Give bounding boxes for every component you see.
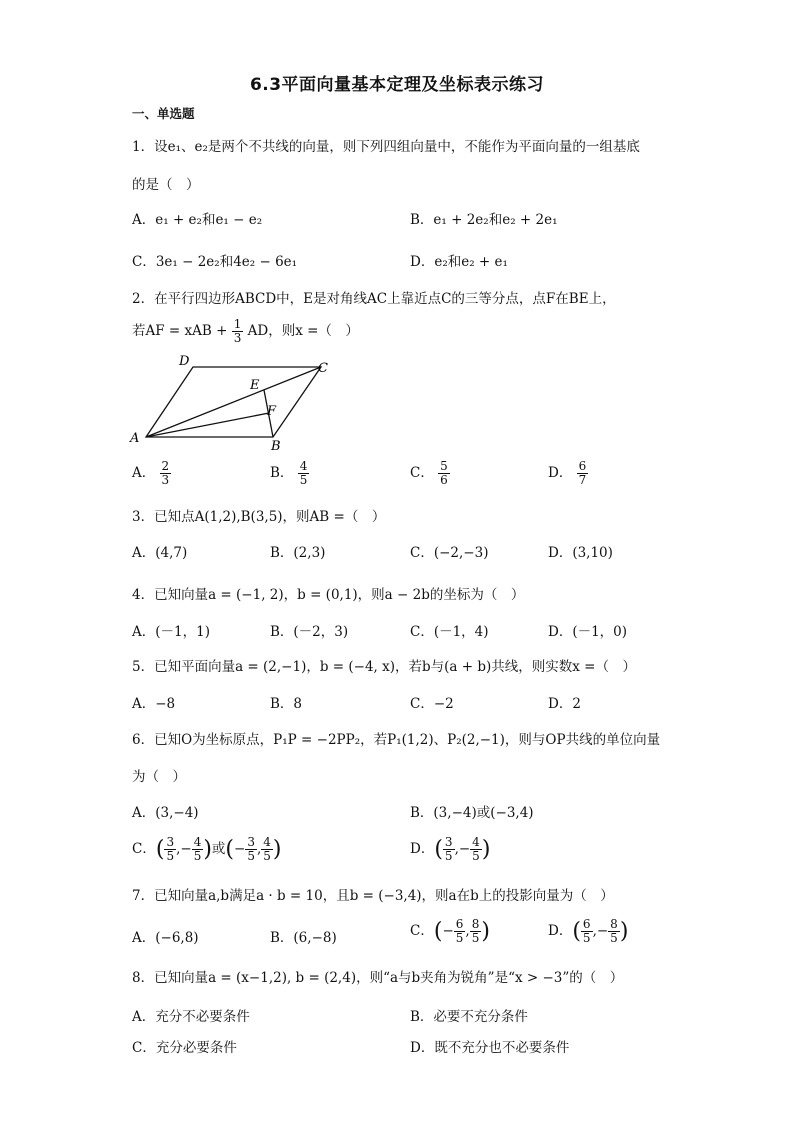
q2-option-a-label: A．: [132, 465, 156, 481]
q8-option-c: C．充分必要条件: [132, 1040, 237, 1056]
q5-stem: 5．已知平面向量a = (2,−1)，b = (−4, x)，若b与(a + b)共线，则实数x =（ ）: [132, 659, 636, 675]
q2-d-den: 7: [578, 473, 587, 487]
q7-option-c: [410, 918, 490, 945]
q2-a-den: 3: [161, 473, 170, 487]
q6-option-d-label: D．: [410, 841, 435, 857]
q2-option-b-label: B．: [270, 465, 294, 481]
q3-option-c: C．(−2,−3): [410, 545, 489, 561]
q6-stem-line2: 为（ ）: [132, 769, 186, 785]
q6-d-d2: 5: [472, 849, 480, 863]
q7-d-d2: 5: [610, 931, 618, 945]
q2-b-den: 5: [299, 473, 308, 487]
q6-c2-d1: 5: [247, 849, 255, 863]
q3-option-d: D．(3,10): [548, 545, 613, 561]
q6-c2-frac1: [245, 836, 257, 863]
q6-c2-frac2: [261, 836, 273, 863]
q1-stem-line1: 1．设e₁、e₂是两个不共线的向量，则下列四组向量中，不能作为平面向量的一组基底: [132, 139, 640, 155]
q7-stem: 7．已知向量a,b满足a · b = 10，且b = (−3,4)，则a在b上的投影向量为（ ）: [132, 888, 614, 904]
paren-close: ): [481, 837, 491, 862]
q2-stem-fraction: [232, 318, 244, 345]
q2-c-den: 6: [440, 473, 448, 487]
q6-option-c: [132, 836, 282, 863]
q8-option-b: B．必要不充分条件: [410, 1009, 528, 1025]
q6-c1-frac1: [164, 836, 176, 863]
q2-a-num: 2: [161, 459, 170, 473]
q2-b-num: 4: [299, 459, 308, 473]
q7-d-frac2: [608, 918, 620, 945]
label-d: D: [179, 354, 190, 369]
q6-c1-d2: 5: [193, 849, 202, 863]
section-heading: 一、单选题: [132, 106, 195, 121]
q2-option-b: [270, 460, 309, 487]
q6-d-frac2: [470, 836, 482, 863]
q5-option-d: D．2: [548, 696, 581, 712]
q7-d-n1: 6: [582, 917, 591, 931]
q6-d-sep: ,−: [454, 841, 471, 857]
q7-option-d: [548, 918, 628, 945]
q2-option-a-fraction: [160, 460, 172, 487]
q2-option-c: [410, 460, 450, 487]
q1-option-b: B．e₁ + 2e₂和e₂ + 2e₁: [410, 212, 558, 228]
q7-c-n1: 6: [455, 917, 464, 931]
paren-close: ): [272, 837, 282, 862]
q7-option-a: A．(−6,8): [132, 930, 199, 946]
q6-option-d: [410, 836, 490, 863]
page-title: 6.3平面向量基本定理及坐标表示练习: [249, 75, 545, 95]
q8-stem: 8．已知向量a = (x−1,2), b = (2,4)，则“a与b夹角为锐角”是“x > −3”的（ ）: [132, 970, 624, 986]
q2-option-a: [132, 460, 171, 487]
q5-option-c: C．−2: [410, 696, 454, 712]
q7-c-sep: ,: [465, 923, 470, 939]
q7-c-frac1: [454, 918, 466, 945]
q8-option-a: A．充分不必要条件: [132, 1009, 250, 1025]
q2-option-d-label: D．: [548, 465, 573, 481]
q6-option-a: A．(3,−4): [132, 805, 199, 821]
q2-stem-pre: 若AF = xAB +: [132, 323, 232, 339]
paren-close: ): [203, 837, 212, 862]
paren-open: (: [225, 837, 235, 862]
q7-c-pre: −: [442, 923, 454, 939]
q4-option-b: B．(－2，3): [270, 624, 349, 640]
q7-option-d-label: D．: [548, 923, 573, 939]
q2-option-d: [548, 460, 588, 487]
q7-option-b: B．(6,−8): [270, 930, 337, 946]
q5-option-b: B．8: [270, 696, 303, 712]
q6-c2-sep: ,: [256, 841, 262, 857]
q7-d-d1: 5: [582, 931, 591, 945]
q6-c1-frac2: [192, 836, 204, 863]
q2-frac-num: 1: [233, 317, 242, 331]
q6-d-frac1: [443, 836, 455, 863]
q4-option-c: C．(－1，4): [410, 624, 489, 640]
q2-option-c-label: C．: [410, 465, 434, 481]
label-c: C: [318, 361, 328, 376]
q8-option-d: D．既不充分也不必要条件: [410, 1040, 570, 1056]
diagonal-ac: [146, 367, 321, 437]
q6-stem-line1: 6．已知O为坐标原点，P₁P = −2PP₂，若P₁(1,2)、P₂(2,−1)，则与OP共线的单位向量: [132, 732, 661, 748]
paren-open: (: [434, 837, 443, 862]
q6-c1-sep: ,−: [176, 841, 192, 857]
paren-open: (: [155, 837, 165, 862]
paren-open: (: [572, 919, 581, 944]
q3-option-a: A．(4,7): [132, 545, 188, 561]
paren-open: (: [433, 919, 443, 944]
q6-d-n1: 3: [444, 835, 453, 849]
q6-c1-n1: 3: [166, 835, 175, 849]
q6-d-n2: 4: [472, 835, 480, 849]
q2-option-c-fraction: [438, 460, 450, 487]
parallelogram-figure: [128, 350, 338, 455]
q1-stem-line2: 的是（ ）: [132, 177, 200, 193]
label-a: A: [130, 431, 140, 446]
q5-option-a: A．−8: [132, 696, 176, 712]
q2-frac-den: 3: [233, 331, 242, 345]
q3-stem: 3．已知点A(1,2),B(3,5)，则AB =（ ）: [132, 509, 386, 525]
q7-c-n2: 8: [471, 917, 480, 931]
label-f: F: [267, 404, 277, 419]
q6-c2-n1: 3: [247, 835, 255, 849]
q1-option-d: D．e₂和e₂ + e₁: [410, 254, 508, 270]
q7-option-c-label: C．: [410, 923, 434, 939]
q7-d-sep: ,−: [592, 923, 609, 939]
q4-option-a: A．(－1，1): [132, 624, 210, 640]
q2-stem-line2: [132, 318, 359, 345]
label-e: E: [250, 378, 260, 393]
q6-c1-n2: 4: [193, 835, 202, 849]
q6-option-b: B．(3,−4)或(−3,4): [410, 805, 534, 821]
q2-c-num: 5: [440, 459, 448, 473]
q7-c-frac2: [470, 918, 482, 945]
q6-d-d1: 5: [444, 849, 453, 863]
q2-stem-line1: 2．在平行四边形ABCD中，E是对角线AC上靠近点C的三等分点，点F在BE上，: [132, 291, 616, 307]
q2-d-num: 6: [578, 459, 587, 473]
q7-d-frac1: [581, 918, 593, 945]
q6-c2-pre: −: [234, 841, 246, 857]
q1-option-c: C．3e₁ − 2e₂和4e₂ − 6e₁: [132, 254, 298, 270]
q7-d-n2: 8: [610, 917, 618, 931]
q2-stem-post: AD，则x =（ ）: [247, 323, 359, 339]
q6-c2-n2: 4: [263, 835, 271, 849]
q1-option-a: A．e₁ + e₂和e₁ − e₂: [132, 212, 263, 228]
q3-option-b: B．(2,3): [270, 545, 326, 561]
paren-close: ): [619, 919, 629, 944]
q6-c2-d2: 5: [263, 849, 271, 863]
q4-stem: 4．已知向量a = (−1, 2)，b = (0,1)，则a − 2b的坐标为（ ）: [132, 587, 525, 603]
q6-c1-d1: 5: [166, 849, 175, 863]
q2-option-d-fraction: [577, 460, 589, 487]
label-b: B: [271, 439, 281, 454]
q2-option-b-fraction: [298, 460, 310, 487]
q6-c-or: 或: [211, 841, 226, 857]
segment-af: [146, 413, 269, 437]
paren-close: ): [481, 919, 490, 944]
q7-c-d1: 5: [455, 931, 464, 945]
q4-option-d: D．(－1，0): [548, 624, 628, 640]
q7-c-d2: 5: [471, 931, 480, 945]
q6-option-c-label: C．: [132, 841, 156, 857]
